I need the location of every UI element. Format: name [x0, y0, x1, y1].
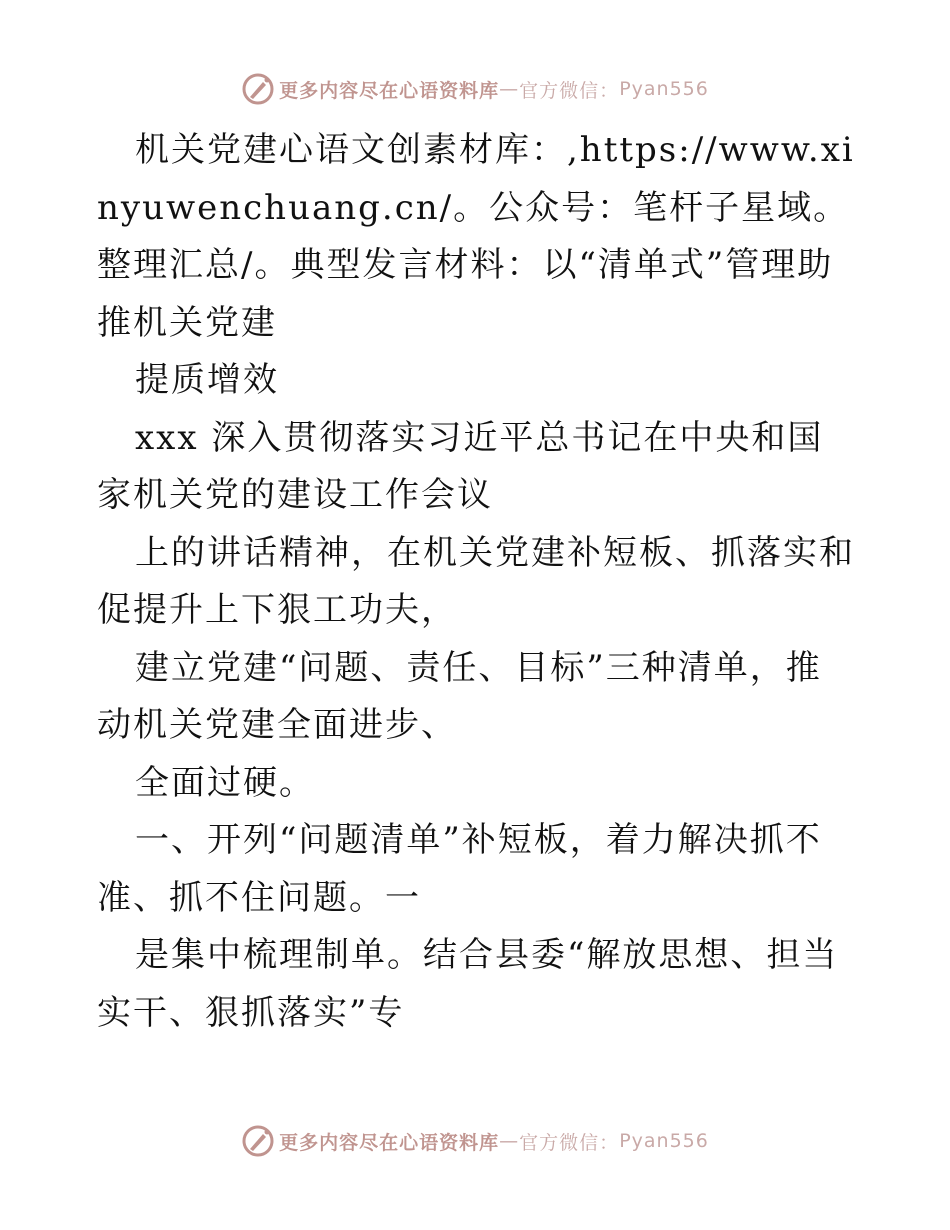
watermark-separator: — — [499, 1130, 520, 1152]
watermark-label: 官方微信： — [519, 79, 620, 102]
paragraph-3: xxx 深入贯彻落实习近平总书记在中央和国家机关党的建设工作会议 — [97, 417, 824, 515]
paragraph-5: 建立党建“问题、责任、目标”三种清单，推动机关党建全面进步、 — [97, 647, 822, 745]
watermark-separator: — — [499, 78, 520, 100]
paragraph-8: 是集中梳理制单。结合县委“解放思想、担当实干、狠抓落实”专 — [97, 935, 839, 1033]
watermark-account: Pyan556 — [619, 1130, 709, 1152]
paragraph-1: 机关党建心语文创素材库：,https://www.xinyuwenchuang.cn/。公众号：笔杆子星域。整理汇总/。典型发言材料：以“清单式”管理助推机关党建 — [97, 130, 855, 343]
pen-logo-icon — [241, 72, 275, 106]
paragraph-7: 一、开列“问题清单”补短板，着力解决抓不准、抓不住问题。一 — [97, 820, 822, 918]
header-watermark — [0, 72, 950, 106]
watermark-main-text: 更多内容尽在心语资料库 — [279, 1131, 500, 1154]
watermark-account: Pyan556 — [619, 78, 709, 100]
paragraph-6: 全面过硬。 — [135, 762, 315, 803]
footer-watermark — [0, 1124, 950, 1158]
paragraph-2: 提质增效 — [135, 360, 279, 400]
watermark-main-text: 更多内容尽在心语资料库 — [279, 79, 500, 102]
watermark-label: 官方微信： — [519, 1131, 620, 1154]
document-body — [97, 122, 857, 1042]
pen-logo-icon — [241, 1124, 275, 1158]
paragraph-4: 上的讲话精神，在机关党建补短板、抓落实和促提升上下狠工功夫， — [97, 532, 855, 630]
